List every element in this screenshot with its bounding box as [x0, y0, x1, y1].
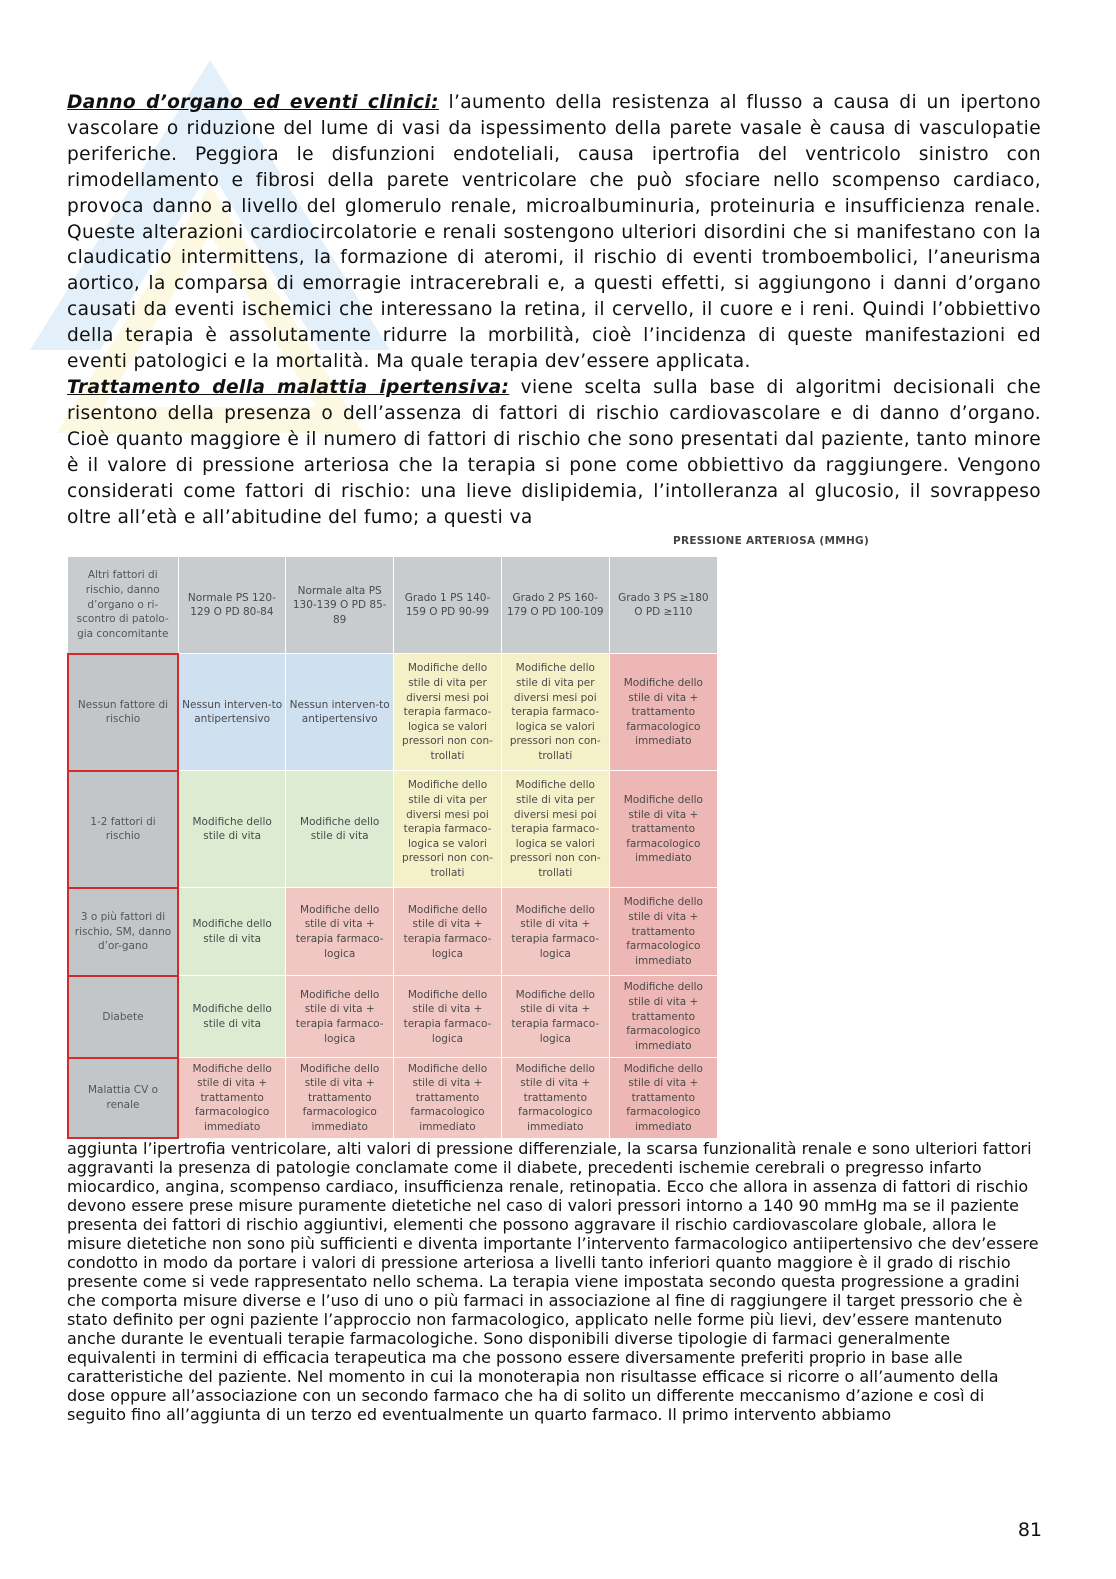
- table-header-row: [68, 557, 717, 654]
- page-content: [67, 90, 1041, 1440]
- table-cell: Modifiche dello stile di vita + trattamento farmacologico immediato: [394, 1058, 502, 1138]
- table-cell: Modifiche dello stile di vita per diversi mesi poi terapia farmaco-logica se valori pressori non con-trollati: [394, 654, 502, 771]
- table-row: [68, 654, 717, 771]
- table-cell: Modifiche dello stile di vita: [178, 888, 286, 976]
- table-cell: Modifiche dello stile di vita: [178, 976, 286, 1058]
- table-cell: Nessun interven-to antipertensivo: [286, 654, 394, 771]
- table-cell: Modifiche dello stile di vita per diversi mesi poi terapia farmaco-logica se valori pressori non con-trollati: [501, 654, 609, 771]
- table-title: PRESSIONE ARTERIOSA (MMHG): [672, 535, 870, 548]
- table-cell: Modifiche dello stile di vita + terapia farmaco-logica: [501, 888, 609, 976]
- table-cell: Modifiche dello stile di vita: [178, 771, 286, 888]
- blood-pressure-table-figure: [391, 532, 1041, 552]
- column-header: Normale PS 120-129 O PD 80-84: [178, 557, 286, 654]
- table-row: [68, 976, 717, 1058]
- table-cell: Modifiche dello stile di vita per diversi mesi poi terapia farmaco-logica se valori pressori non con-trollati: [501, 771, 609, 888]
- column-header: Grado 1 PS 140-159 O PD 90-99: [394, 557, 502, 654]
- paragraph-danno-organo: [67, 90, 1041, 375]
- column-header: Normale alta PS 130-139 O PD 85-89: [286, 557, 394, 654]
- table-cell: Modifiche dello stile di vita + terapia farmaco-logica: [394, 888, 502, 976]
- heading-danno-organo: Danno d’organo ed eventi clinici:: [67, 92, 439, 113]
- table-row: [68, 771, 717, 888]
- table-cell: Modifiche dello stile di vita + trattamento farmacologico immediato: [501, 1058, 609, 1138]
- row-label: 3 o più fattori di rischio, SM, danno d’or-gano: [68, 888, 178, 976]
- table-cell: Modifiche dello stile di vita + trattamento farmacologico immediato: [609, 888, 717, 976]
- table-cell: Modifiche dello stile di vita + terapia farmaco-logica: [286, 888, 394, 976]
- table-cell: Modifiche dello stile di vita + trattamento farmacologico immediato: [609, 654, 717, 771]
- table-cell: Modifiche dello stile di vita + trattamento farmacologico immediato: [609, 976, 717, 1058]
- column-header: Grado 3 PS ≥180 O PD ≥110: [609, 557, 717, 654]
- row-label: 1-2 fattori di rischio: [68, 771, 178, 888]
- column-header: Grado 2 PS 160-179 O PD 100-109: [501, 557, 609, 654]
- table-cell: Nessun interven-to antipertensivo: [178, 654, 286, 771]
- table-row: [68, 888, 717, 976]
- table-cell: Modifiche dello stile di vita + trattamento farmacologico immediato: [286, 1058, 394, 1138]
- table-cell: Modifiche dello stile di vita + terapia farmaco-logica: [394, 976, 502, 1058]
- page-number: 81: [1017, 1519, 1042, 1541]
- table-cell: Modifiche dello stile di vita per diversi mesi poi terapia farmaco-logica se valori pressori non con-trollati: [394, 771, 502, 888]
- text-danno-organo: l’aumento della resistenza al flusso a causa di un ipertono vascolare o riduzione del lume di vasi da ispessimento della parete vasale è causa di vasculopatie periferiche. Peggiora le disfunzioni endoteliali, causa ipertrofia del ventricolo sinistro con rimodellamento e fibrosi della parete ventricolare che può sfociare nello scompenso cardiaco, provoca danno a livello del glomerulo renale, microalbuminuria, proteinuria e insufficienza renale. Queste alterazioni cardiocircolatorie e renali sostengono ulteriori disordini che si manifestano con la claudicatio intermittens, la formazione di ateromi, il rischio di eventi tromboembolici, l’aneurisma aortico, la comparsa di emorragie intracerebrali e, a questi effetti, si aggiungono i danni d’organo causati da eventi ischemici che interessano la retina, il cervello, il cuore e i reni. Quindi l’obbiettivo della terapia è assolutamente ridurre la morbilità, cioè l’incidenza di queste manifestazioni ed eventi patologici e la mortalità. Ma quale terapia dev’essere applicata.: [67, 92, 1041, 373]
- table-cell: Modifiche dello stile di vita + trattamento farmacologico immediato: [609, 771, 717, 888]
- heading-trattamento: Trattamento della malattia ipertensiva:: [67, 376, 510, 398]
- blood-pressure-risk-table: [67, 556, 717, 1139]
- table-cell: Modifiche dello stile di vita + terapia farmaco-logica: [501, 976, 609, 1058]
- table-cell: Modifiche dello stile di vita + terapia farmaco-logica: [286, 976, 394, 1058]
- table-cell: Modifiche dello stile di vita + trattamento farmacologico immediato: [178, 1058, 286, 1138]
- table-row: [68, 1058, 717, 1138]
- row-label: Diabete: [68, 976, 178, 1058]
- text-trattamento-body: aggiunta l’ipertrofia ventricolare, alti valori di pressione differenziale, la scarsa funzionalità renale e sono ulteriori fattori aggravanti la presenza di patologie conclamate come il diabete, precedenti ischemie cerebrali o pregresso infarto miocardico, angina, scompenso cardiaco, insufficienza renale, retinopatia. Ecco che allora in assenza di fattori di rischio devono essere prese misure puramente dietetiche nel caso di valori pressori intorno a 140 90 mmHg ma se il paziente presenta dei fattori di rischio aggiuntivi, elementi che possono aggravare il rischio cardiovascolare globale, allora le misure dietetiche non sono più sufficienti e diventa importante l’intervento farmacologico antiipertensivo che dev’essere condotto in modo da portare i valori di pressione arteriosa a livelli tanto inferiori quanto maggiore è il grado di rischio presente come si vede rappresentato nello schema. La terapia viene impostata secondo questa progressione a gradini che comporta misure diverse e l’uso di uno o più farmaci in associazione al fine di raggiungere il target pressorio che è stato definito per ogni paziente l’approccio non farmacologico, applicato nelle forme più lievi, dev’essere mantenuto anche durante le eventuali terapie farmacologiche. Sono disponibili diverse tipologie di farmaci generalmente equivalenti in termini di efficacia terapeutica ma che possono essere diversamente preferiti proprio in base alle caratteristiche del paziente. Nel momento in cui la monoterapia non risultasse efficace si ricorre o all’aumento della dose oppure all’associazione con un secondo farmaco che ha di solito un differente meccanismo d’azione e così di seguito fino all’aggiunta di un terzo ed eventualmente un quarto farmaco. Il primo intervento abbiamo: [67, 1138, 1039, 1424]
- table-corner-cell: Altri fattori di rischio, danno d’organo o ri-scontro di patolo-gia concomitante: [68, 557, 178, 654]
- row-label: Nessun fattore di rischio: [68, 654, 178, 771]
- text-trattamento-intro: viene scelta sulla base di algoritmi decisionali che risentono della presenza o dell’assenza di fattori di rischio cardiovascolare e di danno d’organo. Cioè quanto maggiore è il numero di fattori di rischio che sono presentati dal paziente, tanto minore è il valore di pressione arteriosa che la terapia si pone come obbiettivo da raggiungere. Vengono considerati come fattori di rischio: una lieve dislipidemia, l’intolleranza al glucosio, il sovrappeso oltre all’età e all’abitudine del fumo; a questi va: [67, 376, 1041, 528]
- row-label: Malattia CV o renale: [68, 1058, 178, 1138]
- table-cell: Modifiche dello stile di vita: [286, 771, 394, 888]
- paragraph-trattamento: [67, 375, 1041, 548]
- table-cell: Modifiche dello stile di vita + trattamento farmacologico immediato: [609, 1058, 717, 1138]
